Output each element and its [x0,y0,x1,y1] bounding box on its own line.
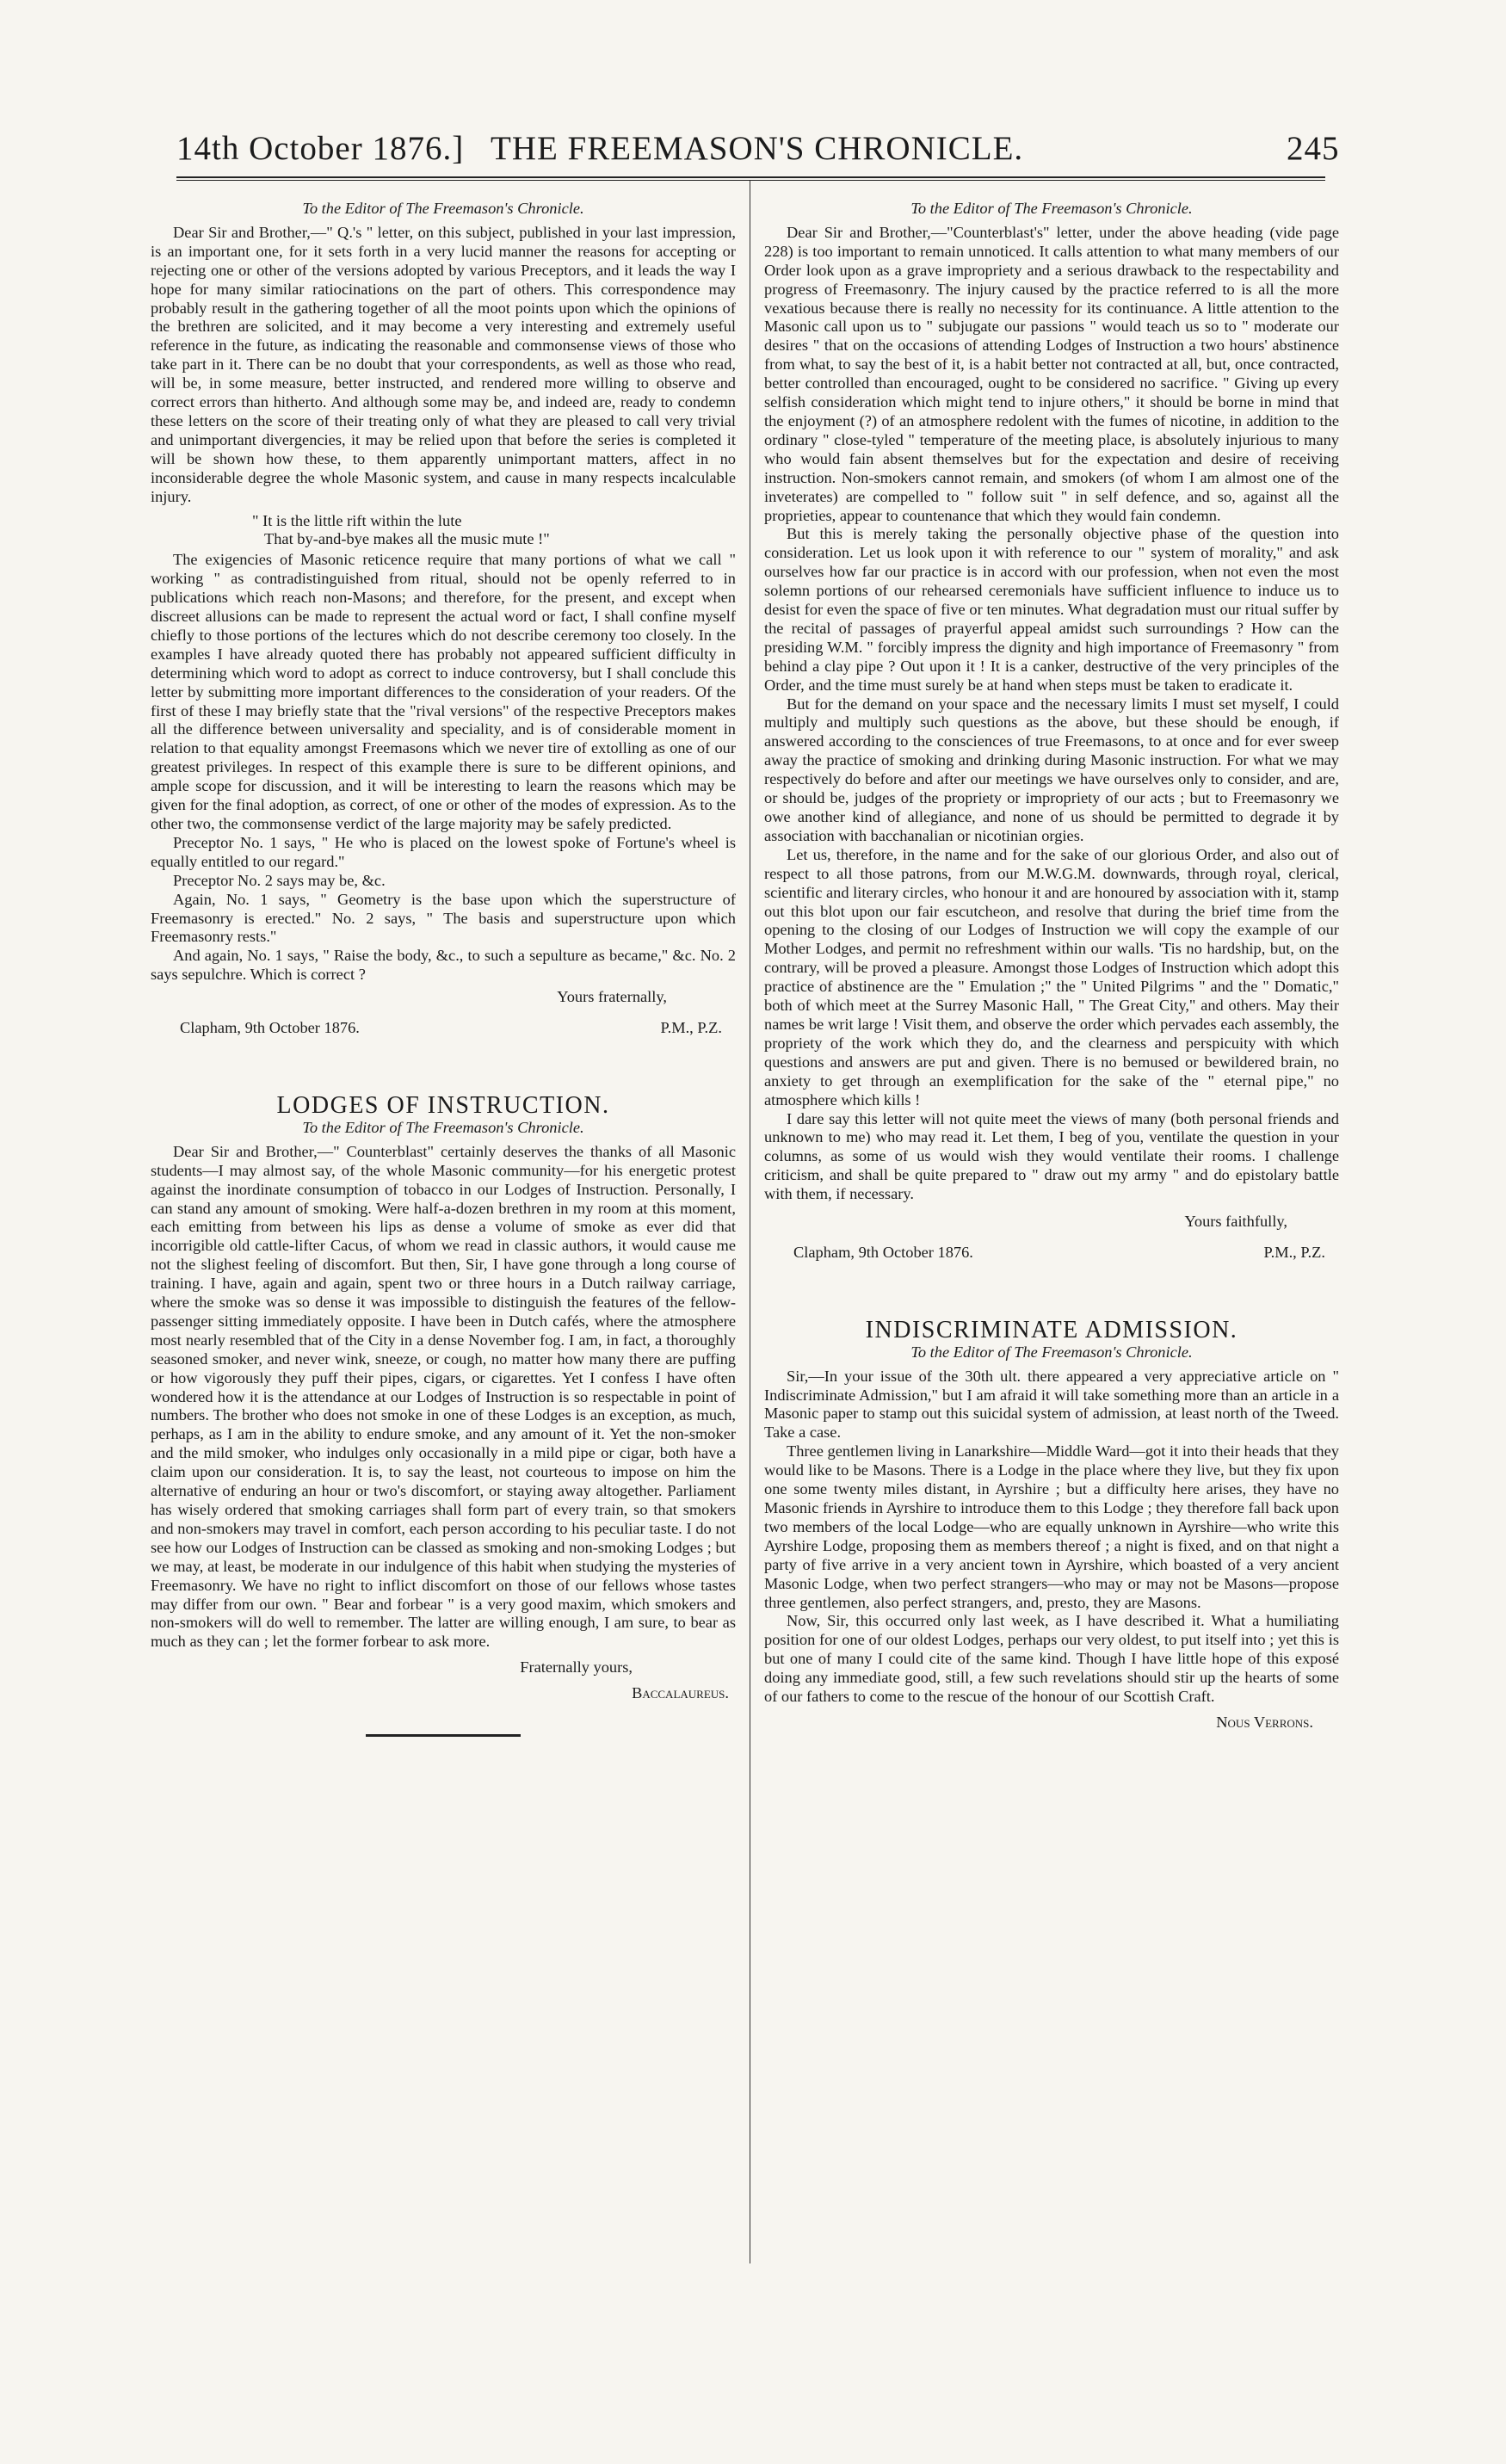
header-date: 14th October 1876.] [176,130,465,167]
end-rule [366,1734,521,1737]
letter4-paragraph: Three gentlemen living in Lanarkshire—Middle Ward—got it into their heads that they would like to be Masons. There is a Lodge in the place where they live, but they fix upon one some twenty miles distant, in Ayrshire ; but a difficulty here arises, they have no Masonic friends in Ayrshire to introduce them to this Lodge ; they therefore fall back upon two members of the local Lodge—who are equally unknown in Ayrshire—who write this Ayrshire Lodge, proposing them as members thereof ; a night is fixed, and on that night a party of five arrive in a very ancient town in Ayrshire, which boasted of a very ancient Masonic Lodge, when two perfect strangers—who may or may not be Masons—propose three gentlemen, also perfect strangers, and, presto, they are Masons. [764,1442,1339,1611]
letter3-paragraph: But for the demand on your space and the necessary limits I must set myself, I could multiply and multiply such questions as the above, but these should be enough, if answered according to the consciences of true Freemasons, to at once and for ever sweep away the practice of smoking and drinking during Masonic instruction. For what we may respectively do before and after our meetings we have ourselves only to consider, and are, or should be, judges of the propriety or impropriety of our acts ; but to Freemasonry we owe another kind of allegiance, and none of us should be permitted to degrade it by association with bacchanalian or nicotinian orgies. [764,695,1339,844]
letter2-address: To the Editor of The Freemason's Chronicle. [302,1118,584,1136]
header-page-number: 245 [1287,130,1340,167]
letter1-poem [151,512,736,550]
letter1-paragraph: Again, No. 1 says, " Geometry is the base upon which the superstructure of Freemasonry is erected." No. 2 says, " The basis and superstructure upon which Freemasonry rests." [151,890,736,946]
letter1-place-date: Clapham, 9th October 1876. [180,1019,360,1037]
letter3-paragraph: Dear Sir and Brother,—"Counterblast's" letter, under the above heading (vide page 228) is too important to remain unnoticed. It calls attention to what many members of our Order look upon as a grave impropriety and a serious drawback to the respectability and progress of Freemasonry. The injury caused by the practice referred to is all the more vexatious because there is really no necessity for its continuance. A little attention to the Masonic call upon us to " subjugate our passions " would teach us so to " moderate our desires " that on the occasions of attending Lodges of Instruction a two hours' abstinence from what, to say the best of it, is a habit better not contracted at all, but, once contracted, better controlled than encouraged, ought to be considered no sacrifice. " Giving up every selfish consideration which might tend to injure others," it should be borne in mind that the enjoyment (?) of an atmosphere redolent with the fumes of nicotine, in addition to the ordinary " close-tyled " temperature of the meeting place, is absolutely injurious to many who would fain absent themselves but for the expectation and desire of receiving instruction. Non-smokers cannot remain, and smokers (of whom I am almost one of the inveterates) are compelled to " follow suit " in self defence, and so, against all the proprieties, appear to countenance that which they would fain condemn. [764,223,1339,524]
letter1-paragraph: Preceptor No. 2 says may be, &c. [173,871,386,889]
letter4-signature: Nous Verrons. [1216,1713,1313,1731]
letter4-paragraph: Sir,—In your issue of the 30th ult. there appeared a very appreciative article on " Indiscriminate Admission," but I am afraid it will take something more than an article in a Masonic paper to stamp out this suicidal system of admission, at least north of the Tweed. Take a case. [764,1367,1339,1442]
header-title: THE FREEMASON'S CHRONICLE. [491,130,1024,167]
left-column [151,196,736,1737]
letter1-signoff [151,1019,736,1038]
letter3-paragraph: I dare say this letter will not quite meet the views of many (both personal friends and unknown to me) who may read it. Let them, I beg of you, ventilate the question in your columns, as some of us would wish they would ventilate their rooms. I challenge criticism, and shall be quite prepared to " draw out my army " and do epistolary battle with them, if necessary. [764,1109,1339,1203]
letter2-closing: Fraternally yours, [520,1658,633,1677]
header-rule [176,176,1325,178]
poem-line: " It is the little rift within the lute [252,511,462,529]
letter3-address: To the Editor of The Freemason's Chronicle. [910,200,1193,217]
section-heading-lodges: LODGES OF INSTRUCTION. [276,1091,610,1119]
right-column [764,196,1339,1732]
letter4-address: To the Editor of The Freemason's Chronicle. [910,1343,1193,1361]
section-heading-admission: INDISCRIMINATE ADMISSION. [865,1316,1238,1343]
letter1-signature: P.M., P.Z. [660,1019,722,1037]
letter3-place-date: Clapham, 9th October 1876. [793,1243,973,1261]
letter1-paragraph: Preceptor No. 1 says, " He who is placed on the lowest spoke of Fortune's wheel is equally entitled to our regard." [151,833,736,870]
letter1-paragraph: And again, No. 1 says, " Raise the body, &c., to such a sepulture as became," &c. No. 2 says sepulchre. Which is correct ? [151,947,736,984]
letter3-paragraph: But this is merely taking the personally objective phase of the question into consideration. Let us look upon it with reference to our " system of morality," and ask ourselves how far our practice is in accord with our profession, when not even the most solemn portions of our rehearsed ceremonials have sufficient influence to induce us to desist for even the space of five or ten minutes. What degradation must our ritual suffer by the recital of passages of prayerful appeal amidst such surroundings ? How can the presiding W.M. " forcibly impress the dignity and high importance of Freemasonry " from behind a clay pipe ? Out upon it ! It is a canker, destructive of the very principles of the Order, and the time must surely be at hand when steps must be taken to eradicate it. [764,525,1339,694]
letter1-paragraph: The exigencies of Masonic reticence require that many portions of what we call " working " as contradistinguished from ritual, should not be openly referred to in publications which reach non-Masons; and therefore, for the present, and except when discreet allusions can be made to represent the actual word or fact, I shall confine myself chiefly to those portions of the lectures which do not describe ceremony too closely. In the examples I have already quoted there has probably not appeared sufficient difficulty in determining which word to adopt as correct to induce controversy, but I shall conclude this letter by submitting more important differences to the consideration of your readers. Of the first of these I may briefly state that the "rival versions" of the respective Preceptors makes all the difference between universality and speciality, and is of considerable moment in relation to that equality amongst Freemasons which we never tire of extolling as one of our greatest privileges. In respect of this example there is sure to be different opinions, and ample scope for discussion, and it will be interesting to learn the reasons which may be given for the final adoption, as correct, of one or other of the modes of expression. As to the other two, the commonsense verdict of the large majority may be safely predicted. [151,551,736,832]
header-rule-thin [176,180,1325,181]
letter1-address: To the Editor of The Freemason's Chronicle. [302,200,584,217]
poem-line: That by-and-bye makes all the music mute !" [264,530,550,548]
letter3-signoff [764,1244,1339,1263]
letter3-paragraph: Let us, therefore, in the name and for the sake of our glorious Order, and also out of respect to all those patrons, from our M.W.G.M. downwards, through royal, clerical, scientific and literary circles, who honour it and are honoured by association with it, stamp out this blot upon our fair escutcheon, and resolve that during the brief time from the opening to the closing of our Lodges of Instruction we will copy the example of our Mother Lodges, and permit no refreshment within our walls. 'Tis no hardship, but, on the contrary, will be proved a pleasure. Amongst those Lodges of Instruction which adopt this practice of abstinence are the " Emulation ;" the " United Pilgrims " and the " Domatic," both of which meet at the Surrey Masonic Hall, " The Great City," and others. May their names be writ large ! Visit them, and observe the order which pervades each assembly, the propriety of the work which they do, and the clearness and perspicuity with which questions and answers are put and given. There is no bemused or bewildered brain, no anxiety to get through an exemplification for the sake of the " eternal pipe," no atmosphere which kills ! [764,845,1340,1108]
letter2-paragraph: Dear Sir and Brother,—" Counterblast" certainly deserves the thanks of all Masonic students—I may almost say, of the whole Masonic community—for his energetic protest against the inordinate consumption of tobacco in our Lodges of Instruction. Personally, I can stand any amount of smoking. Were half-a-dozen brethren in my room at this moment, each emitting from between his lips as dense a volume of smoke as ever did that incorrigible old cattle-lifter Cacus, of whom we read in classic authors, it would cause me not the slighest feeling of discomfort. But then, Sir, I have gone through a long course of training. I have, again and again, spent two or three hours in a Dutch railway carriage, where the smoke was so dense it was impossible to distinguish the features of the fellow-passenger sitting immediately opposite. I have been in Dutch cafés, where the atmosphere most nearly resembled that of the City in a dense November fog. I am, in fact, a thoroughly seasoned smoker, and never wink, sneeze, or cough, no matter how many there are puffing or how vigorously they puff their pipes, cigars, or cigarettes. Yet I confess I have often wondered how it is the attendance at our Lodges of Instruction is so respectable in point of numbers. The brother who does not smoke in one of these Lodges is an exception, as much, perhaps, as I am in the ability to endure smoke, and any amount of it. Yet the non-smoker and the mild smoker, who indulges only occasionally in a mild pipe or cigar, both have a claim upon our consideration. It is, to say the least, not courteous to impose on him the alternative of enduring an hour or two's discomfort, or staying away altogether. Parliament has wisely ordered that smoking carriages shall form part of every train, so that smokers and non-smokers may travel in comfort, each person according to his peculiar taste. I do not see how our Lodges of Instruction can be classed as smoking and non-smoking Lodges ; but we may, at least, be moderate in our indulgence of this habit when studying the mysteries of Freemasonry. We have no right to inflict discomfort on those of our fellows whose tastes may differ from our own. " Bear and forbear " is a very good maxim, which smokers and non-smokers will do well to remember. The latter are willing enough, I am sure, to bear as much as they can ; let the former forbear to ask more. [151,1142,736,1651]
letter3-closing: Yours faithfully, [1184,1213,1287,1231]
letter1-closing: Yours fraternally, [557,988,667,1006]
letter4-paragraph: Now, Sir, this occurred only last week, as I have described it. What a humiliating position for one of our oldest Lodges, perhaps our very oldest, to put itself into ; yet this is but one of many I could cite of the same kind. Though I have little hope of this exposé doing any immediate good, still, a few such revelations should stir up the hearts of some of our fathers to come to the rescue of the honour of our Scottish Craft. [764,1612,1339,1706]
letter1-paragraph: Dear Sir and Brother,—" Q.'s " letter, on this subject, published in your last impression, is an important one, for it sets forth in a very lucid manner the reasons for accepting or rejecting one or other of the versions adopted by various Preceptors, and it leads the way I hope for many similar ratiocinations on the part of others. This correspondence may probably result in the gathering together of all the moot points upon which the opinions of the brethren are solicited, and it may become a very interesting and extremely useful reference in the future, as indicating the reasonable and commonsense views of those who take part in it. There can be no doubt that your correspondents, as well as those who read, will be, in some measure, better instructed, and rendered more willing to observe and correct errors than hitherto. And although some may be, and indeed are, ready to condemn these letters on the score of their treating only of what they are pleased to call very trivial and unimportant divergencies, it may be relied upon that before the series is completed it will be shown how these, to them apparently unimportant matters, affect in no inconsiderable degree the whole Masonic system, and cause in many respects incalculable injury. [151,223,736,505]
letter3-signature: P.M., P.Z. [1263,1243,1325,1261]
letter2-signature: Baccalaureus. [632,1684,729,1702]
